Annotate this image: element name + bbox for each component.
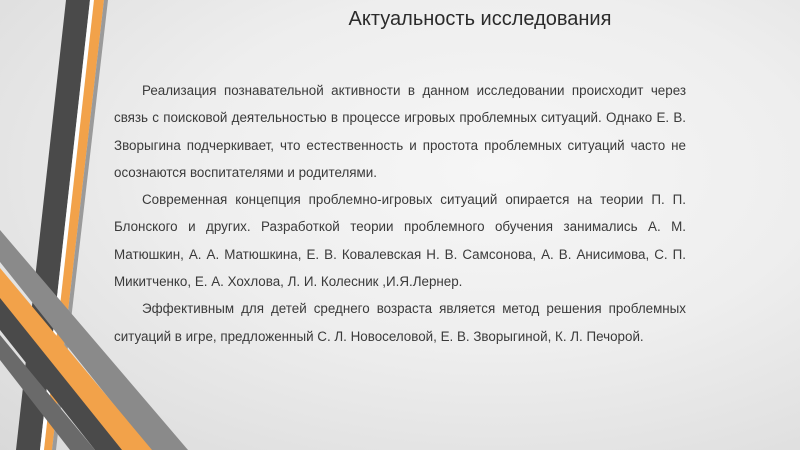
paragraph-1: Реализация познавательной активности в данном исследовании происходит через связь с поисковой деятельностью в процессе игровых проблемных ситуаций. Однако Е. В. Зворыгина подчеркивает, что естественность и простота проблемных ситуаций часто не осознаются воспитателями и родителями. <box>114 83 686 180</box>
paragraph-2: Современная концепция проблемно-игровых ситуаций опирается на теории П. П. Блонского и других. Разработкой теории проблемного обучения занимались А. М. Матюшкин, А. А. Матюшкина, Е. В. Ковалевская Н. В. Самсонова, А. В. Анисимова, С. П. Микитченко, Е. А. Хохлова, Л. И. Колесник ,И.Я.Лернер. <box>114 192 686 290</box>
paragraph-3: Эффективным для детей среднего возраста является метод решения проблемных ситуаций в игре, предложенный С. Л. Новоселовой, Е. В. Зворыгиной, К. Л. Печорой. <box>114 301 686 344</box>
slide-title: Актуальность исследования <box>348 8 612 30</box>
slide-body <box>114 77 686 350</box>
